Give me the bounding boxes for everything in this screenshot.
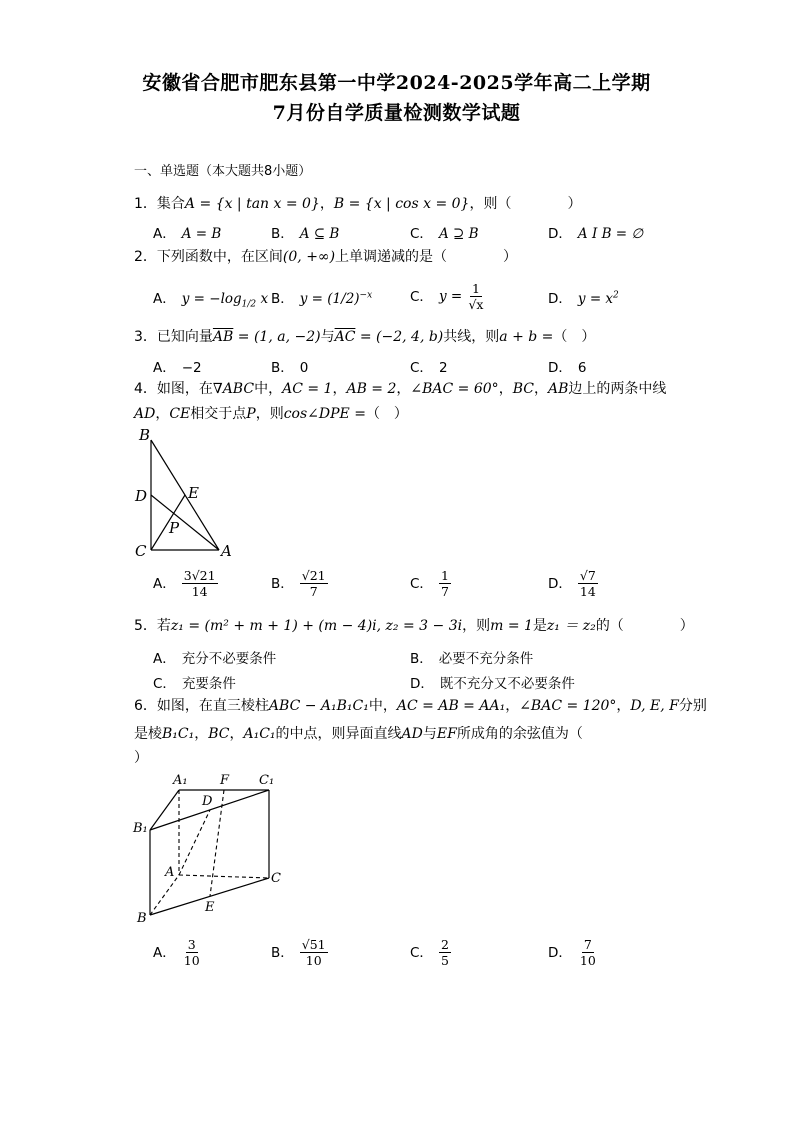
label-p: P <box>169 519 180 537</box>
q3-option-c: C． 2 <box>410 360 448 376</box>
prism-figure <box>125 768 295 928</box>
q1-option-a: A． A = B <box>153 226 222 242</box>
question-3: 3．已知向量$\overline{AB} = (1$, a, −2)与$\overline{AC} = (-2$, 4, b)共线，则a + b =（ ） <box>134 329 596 345</box>
q6-option-c: C． $\frac{2}{5}$ <box>410 937 449 968</box>
label-a1: A₁ <box>173 773 188 788</box>
segment-ad-hidden <box>179 810 210 875</box>
label-e: E <box>188 484 199 502</box>
q5-option-d: D． 既不充分又不必要条件 <box>410 676 575 692</box>
q3-option-a: A． −2 <box>153 360 202 376</box>
q4-option-c: C． $\frac{1}{7}$ <box>410 568 449 599</box>
label-b: B <box>139 426 151 444</box>
fraction: $\frac{7}{10}$ <box>579 937 596 968</box>
triangle-figure <box>125 420 245 565</box>
q5-option-b: B． 必要不充分条件 <box>410 651 534 667</box>
q5-option-c: C． 充要条件 <box>153 676 236 692</box>
question-6-line-2: 是棱B₁C₁，BC，A₁C₁的中点，则异面直线AD与EF所成角的余弦值为（ <box>134 726 583 742</box>
question-6-line-1: 6．如图，在直三棱柱ABC − A₁B₁C₁中，AC = AB = AA₁，∠BAC = 120°，D, E, F分别 <box>134 698 707 714</box>
edge-ba-hidden <box>150 875 179 915</box>
fraction: $\frac{3√21}{14}$ <box>183 568 216 599</box>
q1-option-c: C． A ⊇ B <box>410 226 479 242</box>
edge-ac-hidden <box>179 875 269 878</box>
fraction: $\frac{√7}{14}$ <box>579 568 596 599</box>
q6-option-d: D． $\frac{7}{10}$ <box>548 937 596 968</box>
q3-option-b: B． 0 <box>271 360 309 376</box>
question-4-line-2: AD，CE相交于点P，则cos∠DPE =（ ） <box>134 406 408 422</box>
q1-option-d: D． A I B = ∅ <box>548 226 644 242</box>
edge-b1a1 <box>150 790 179 830</box>
fraction: $\frac{1}{√x}$ <box>468 281 484 312</box>
question-4-line-1: 4．如图，在∇ABC中，AC = 1，AB = 2，∠BAC = 60°，BC，AB边上的两条中线 <box>134 381 667 397</box>
question-2: 2．下列函数中，在区间(0, +∞)上单调递减的是（ ） <box>134 249 518 265</box>
title-line-2: 7月份自学质量检测数学试题 <box>272 102 521 124</box>
q4-option-d: D． $\frac{√7}{14}$ <box>548 568 596 599</box>
q6-option-b: B． $\frac{√51}{10}$ <box>271 937 326 968</box>
fraction: $\frac{1}{7}$ <box>440 568 449 599</box>
fraction: $\frac{√51}{10}$ <box>301 937 326 968</box>
question-6-line-3: ） <box>134 750 148 766</box>
label-c: C <box>135 542 147 560</box>
q5-option-a: A． 充分不必要条件 <box>153 651 277 667</box>
median-ad <box>151 495 219 550</box>
q4-option-b: B． $\frac{√21}{7}$ <box>271 568 326 599</box>
label-a: A <box>165 865 175 880</box>
q2-option-b: B． $y = (1/2)^{-x}$ <box>271 290 373 307</box>
label-e: E <box>205 900 215 915</box>
q3-option-d: D． 6 <box>548 360 587 376</box>
q2-option-d: D． $y = x^2$ <box>548 290 619 307</box>
label-c: C <box>271 871 281 886</box>
fraction: $\frac{√21}{7}$ <box>301 568 326 599</box>
label-a: A <box>221 542 232 560</box>
q2-option-c: C． y = $\frac{1}{√x}$ <box>410 281 484 312</box>
q1-option-b: B． A ⊆ B <box>271 226 340 242</box>
q4-option-a: A． $\frac{3√21}{14}$ <box>153 568 216 599</box>
label-f: F <box>220 773 230 788</box>
median-ce <box>151 495 185 550</box>
label-c1: C₁ <box>259 773 275 788</box>
label-b: B <box>137 911 147 926</box>
label-d: D <box>202 794 213 809</box>
question-1: 1．集合A = {x | tan x = 0}，B = {x | cos x = 0}，则（ ） <box>134 196 582 212</box>
fraction: $\frac{2}{5}$ <box>440 937 449 968</box>
q6-option-a: A． $\frac{3}{10}$ <box>153 937 200 968</box>
q2-option-a: A． $y = -\log_{1/2}$ x <box>153 291 269 310</box>
question-5: 5．若z₁ = (m² + m + 1) + (m − 4)i, z₂ = 3 − 3i，则m = 1是z₁ ＝ z₂的（ ） <box>134 618 694 634</box>
label-b1: B₁ <box>133 821 148 836</box>
section-heading: 一、单选题（本大题共8小题） <box>134 164 312 179</box>
title-line-1: 安徽省合肥市肥东县第一中学2024-2025学年高二上学期 <box>142 72 651 94</box>
label-d: D <box>135 487 148 505</box>
fraction: $\frac{3}{10}$ <box>183 937 200 968</box>
